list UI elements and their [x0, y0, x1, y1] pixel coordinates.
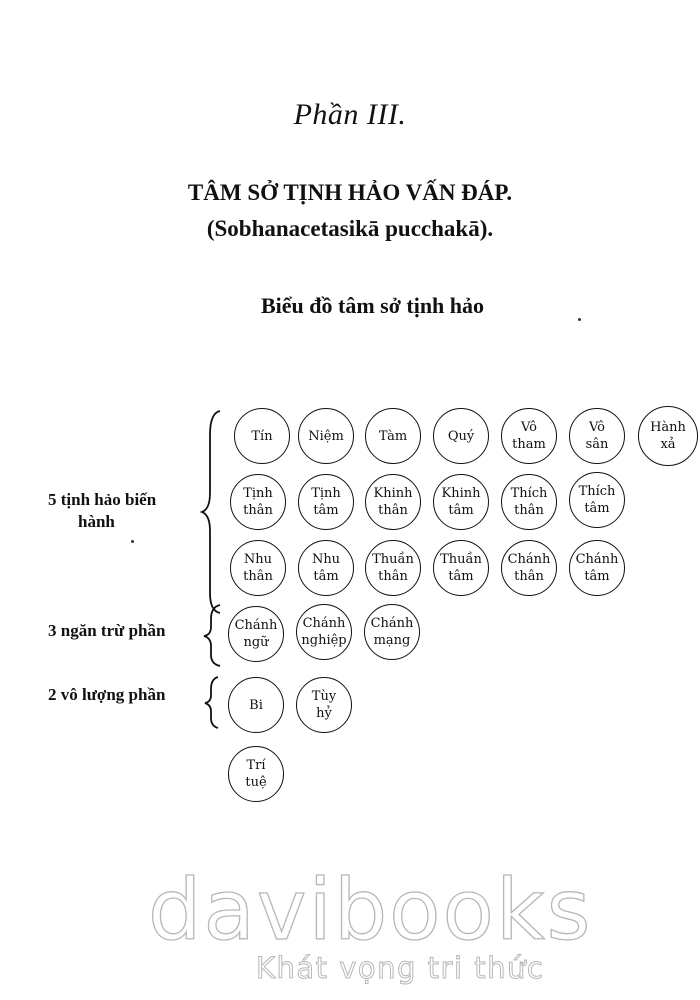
circle-tam-shame: Tàm: [365, 408, 421, 464]
circle-tuy-hy: Tùy hỷ: [296, 677, 352, 733]
brace-group: [198, 405, 228, 805]
circle-chanh-tam: Chánh tâm: [569, 540, 625, 596]
circle-bi: Bi: [228, 677, 284, 733]
brace-universal: [202, 411, 220, 613]
circle-khinh-tam: Khinh tâm: [433, 474, 489, 530]
circle-chanh-mang: Chánh mạng: [364, 604, 420, 660]
circle-tin: Tín: [234, 408, 290, 464]
section-title: TÂM SỞ TỊNH HẢO VẤN ĐÁP.: [187, 180, 513, 205]
ink-speck: [578, 318, 581, 321]
ink-speck: [131, 540, 134, 543]
circle-tinh-tam: Tịnh tâm: [298, 474, 354, 530]
group-label-universal: [48, 489, 156, 533]
group-label-universal-line1: 5 tịnh hảo biến: [48, 490, 157, 509]
section-title-pali: (Sobhanacetasikā pucchakā).: [206, 216, 494, 241]
circle-niem: Niệm: [298, 408, 354, 464]
watermark-tagline: Khát vọng tri thức: [256, 951, 545, 985]
circle-thich-tam: Thích tâm: [569, 472, 625, 528]
circle-thich-than: Thích thân: [501, 474, 557, 530]
circle-khinh-than: Khinh thân: [365, 474, 421, 530]
group-label-illimitables: 2 vô lượng phần: [48, 685, 166, 704]
circle-vo-tham: Vô tham: [501, 408, 557, 464]
circle-hanh-xa: Hành xả: [638, 406, 698, 466]
circle-quy: Quý: [433, 408, 489, 464]
circle-thuan-than: Thuần thân: [365, 540, 421, 596]
group-label-universal-line2: hành: [78, 512, 115, 531]
circle-chanh-nghiep: Chánh nghiệp: [296, 604, 352, 660]
circle-chanh-than: Chánh thân: [501, 540, 557, 596]
diagram-title: Biểu đồ tâm sở tịnh hảo: [260, 293, 485, 318]
circle-nhu-tam: Nhu tâm: [298, 540, 354, 596]
group-label-abstinence: 3 ngăn trừ phần: [48, 621, 166, 640]
circle-nhu-than: Nhu thân: [230, 540, 286, 596]
circle-thuan-tam: Thuần tâm: [433, 540, 489, 596]
watermark-brand: davibooks: [148, 861, 593, 959]
brace-abstinence: [204, 605, 220, 666]
circle-vo-san: Vô sân: [569, 408, 625, 464]
circle-tinh-than: Tịnh thân: [230, 474, 286, 530]
circle-tri-tue: Trí tuệ: [228, 746, 284, 802]
circle-chanh-ngu: Chánh ngữ: [228, 606, 284, 662]
brace-illimitables: [205, 677, 218, 728]
part-title: Phần III.: [293, 98, 407, 131]
